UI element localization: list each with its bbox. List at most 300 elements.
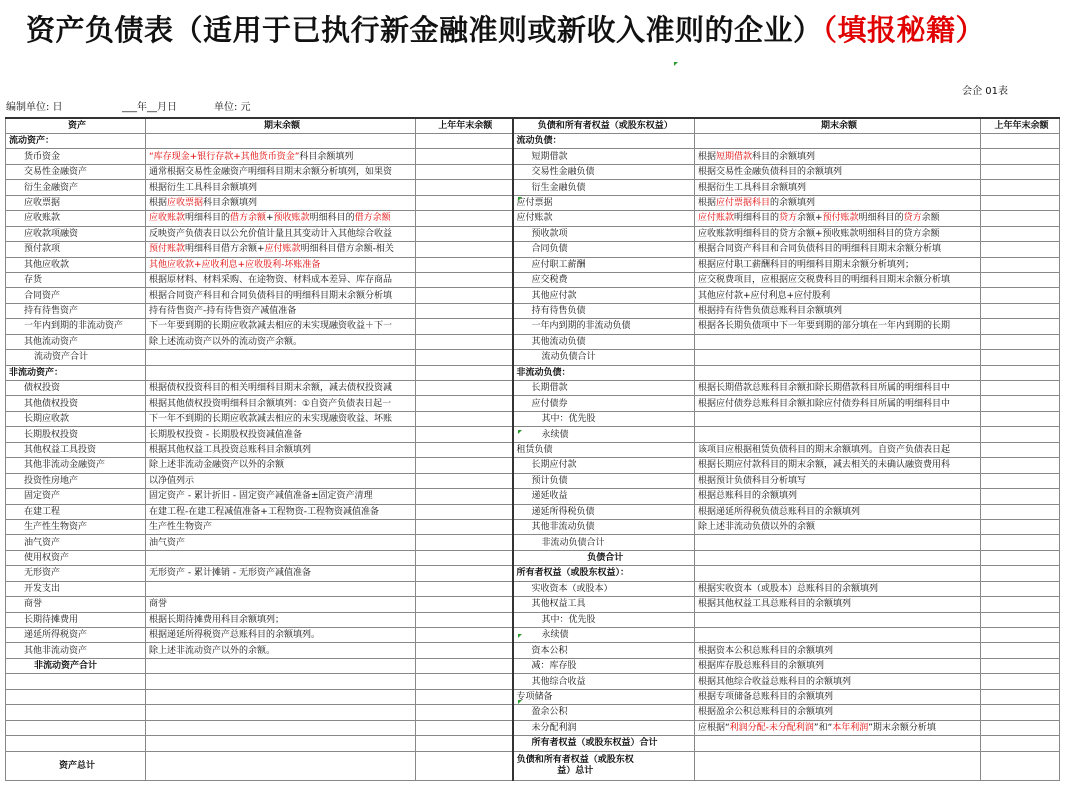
right-period-end bbox=[695, 149, 981, 164]
right-item-name: 衍生金融负债 bbox=[513, 180, 695, 195]
right-period-end bbox=[695, 134, 981, 149]
description-text: 根据长期借款总账科目余额扣除长期借款科目所属的明细科目中 bbox=[698, 383, 951, 394]
left-prior-year bbox=[416, 597, 513, 612]
right-prior-year bbox=[981, 751, 1060, 780]
comment-marker bbox=[518, 634, 522, 638]
right-period-end bbox=[695, 736, 981, 751]
header-liab: 负债和所有者权益（或股东权益） bbox=[513, 118, 695, 134]
comment-marker bbox=[518, 430, 522, 434]
table-row bbox=[6, 643, 1060, 658]
left-item-name: 一年内到期的非流动资产 bbox=[6, 319, 146, 334]
left-item-name: 预付款项 bbox=[6, 242, 146, 257]
table-row bbox=[6, 427, 1060, 442]
right-item-name: 长期应付款 bbox=[513, 458, 695, 473]
right-item-name: 其他综合收益 bbox=[513, 674, 695, 689]
left-period-end bbox=[146, 288, 416, 303]
right-item-name: 其他权益工具 bbox=[513, 597, 695, 612]
description-text: 利润分配-未分配利润 bbox=[729, 722, 814, 733]
right-period-end bbox=[695, 643, 981, 658]
right-period-end bbox=[695, 751, 981, 780]
description-text: 持有待售资产-持有待售资产减值准备 bbox=[149, 306, 297, 317]
left-item-name: 应收票据 bbox=[6, 195, 146, 210]
description-text: 应付账款 bbox=[698, 213, 735, 224]
description-text: 根据其他权益工具总账科目的余额填列 bbox=[698, 599, 852, 610]
table-row bbox=[6, 612, 1060, 627]
table-row bbox=[6, 581, 1060, 596]
left-item-name: 生产性生物资产 bbox=[6, 519, 146, 534]
left-item-name: 其他应收款 bbox=[6, 257, 146, 272]
left-period-end bbox=[146, 504, 416, 519]
table-row bbox=[6, 535, 1060, 550]
left-period-end bbox=[146, 751, 416, 780]
description-text: 除上述非流动资产以外的余额。 bbox=[149, 645, 276, 656]
left-item-name bbox=[6, 705, 146, 720]
description-text: 预付账款 bbox=[822, 213, 859, 224]
left-prior-year bbox=[416, 134, 513, 149]
left-item-name: 存货 bbox=[6, 272, 146, 287]
right-item-name: 流动负债合计 bbox=[513, 350, 695, 365]
table-row bbox=[6, 658, 1060, 673]
table-row bbox=[6, 396, 1060, 411]
left-prior-year bbox=[416, 272, 513, 287]
left-period-end bbox=[146, 550, 416, 565]
right-prior-year bbox=[981, 720, 1060, 735]
right-item-name: 一年内到期的非流动负债 bbox=[513, 319, 695, 334]
left-prior-year bbox=[416, 381, 513, 396]
left-period-end bbox=[146, 257, 416, 272]
description-text: 根据库存股总账科目的余额填列 bbox=[698, 661, 825, 672]
right-item-name: 应付账款 bbox=[513, 211, 695, 226]
left-prior-year bbox=[416, 535, 513, 550]
table-row bbox=[6, 736, 1060, 751]
description-text: 根据总账科目的余额填列 bbox=[698, 491, 798, 502]
right-item-name: 永续债 bbox=[513, 427, 695, 442]
right-period-end bbox=[695, 365, 981, 380]
right-prior-year bbox=[981, 519, 1060, 534]
left-period-end bbox=[146, 720, 416, 735]
left-prior-year bbox=[416, 751, 513, 780]
description-text: 以净值列示 bbox=[149, 475, 195, 486]
right-item-name: 租赁负债 bbox=[513, 442, 695, 457]
left-item-name: 债权投资 bbox=[6, 381, 146, 396]
left-prior-year bbox=[416, 195, 513, 210]
description-text: 根据其他债权投资明细科目余额填列：①自资产负债表日起一 bbox=[149, 398, 392, 409]
description-text: 通常根据交易性金融资产明细科目期末余额分析填列，如果资 bbox=[149, 167, 393, 178]
left-period-end bbox=[146, 195, 416, 210]
left-prior-year bbox=[416, 643, 513, 658]
right-item-name: 长期借款 bbox=[513, 381, 695, 396]
description-text: 预付账款 bbox=[149, 244, 186, 255]
left-period-end bbox=[146, 597, 416, 612]
left-item-name: 交易性金融资产 bbox=[6, 164, 146, 179]
left-period-end bbox=[146, 689, 416, 704]
description-text: 根据原材料、材料采购、在途物资、材料成本差异、库存商品 bbox=[149, 275, 393, 286]
right-period-end bbox=[695, 566, 981, 581]
table-row bbox=[6, 303, 1060, 318]
description-text: 科目的余额填列 bbox=[752, 151, 816, 162]
description-text: 应收票据 bbox=[167, 197, 204, 208]
left-period-end bbox=[146, 319, 416, 334]
description-text: 根据递延所得税资产总账科目的余额填列。 bbox=[149, 630, 321, 641]
right-period-end bbox=[695, 674, 981, 689]
left-item-name: 投资性房地产 bbox=[6, 473, 146, 488]
left-prior-year bbox=[416, 242, 513, 257]
right-period-end bbox=[695, 519, 981, 534]
left-item-name: 非流动资产合计 bbox=[6, 658, 146, 673]
left-item-name: 合同资产 bbox=[6, 288, 146, 303]
left-period-end bbox=[146, 705, 416, 720]
right-prior-year bbox=[981, 381, 1060, 396]
description-text: 反映资产负债表日以公允价值计量且其变动计入其他综合收益 bbox=[149, 228, 393, 239]
description-text: 预收账款 bbox=[273, 213, 310, 224]
description-text: 根据专项储备总账科目的余额填列 bbox=[698, 691, 834, 702]
right-period-end bbox=[695, 705, 981, 720]
description-text: 在建工程-在建工程减值准备+工程物资-工程物资减值准备 bbox=[149, 506, 380, 517]
right-period-end bbox=[695, 411, 981, 426]
left-prior-year bbox=[416, 473, 513, 488]
right-item-name: 未分配利润 bbox=[513, 720, 695, 735]
right-period-end bbox=[695, 597, 981, 612]
left-period-end bbox=[146, 226, 416, 241]
right-period-end bbox=[695, 334, 981, 349]
right-prior-year bbox=[981, 689, 1060, 704]
right-period-end bbox=[695, 396, 981, 411]
right-prior-year bbox=[981, 705, 1060, 720]
description-text: 借方余额 bbox=[230, 213, 267, 224]
left-prior-year bbox=[416, 334, 513, 349]
description-text: 明细科目的 bbox=[185, 213, 231, 224]
description-text: 根据合同资产科目和合同负债科目的明细科目期末余额分析填 bbox=[698, 244, 942, 255]
right-item-name: 应交税费 bbox=[513, 272, 695, 287]
right-period-end bbox=[695, 628, 981, 643]
left-prior-year bbox=[416, 288, 513, 303]
left-period-end bbox=[146, 628, 416, 643]
left-item-name: 其他非流动金融资产 bbox=[6, 458, 146, 473]
left-prior-year bbox=[416, 612, 513, 627]
left-prior-year bbox=[416, 658, 513, 673]
description-text: 明细科目的 bbox=[858, 213, 904, 224]
left-prior-year bbox=[416, 674, 513, 689]
right-prior-year bbox=[981, 658, 1060, 673]
left-period-end bbox=[146, 396, 416, 411]
table-row bbox=[6, 272, 1060, 287]
table-row bbox=[6, 288, 1060, 303]
right-prior-year bbox=[981, 257, 1060, 272]
left-item-name: 非流动资产： bbox=[6, 365, 146, 380]
description-text: 根据预计负债科目分析填写 bbox=[698, 475, 807, 486]
description-text: 其他应收款+应收利息+应收股利-坏账准备 bbox=[149, 259, 321, 270]
right-prior-year bbox=[981, 226, 1060, 241]
right-prior-year bbox=[981, 612, 1060, 627]
right-item-name: 递延收益 bbox=[513, 489, 695, 504]
right-item-name: 所有者权益（或股东权益）： bbox=[513, 566, 695, 581]
left-period-end bbox=[146, 365, 416, 380]
left-prior-year bbox=[416, 180, 513, 195]
left-prior-year bbox=[416, 319, 513, 334]
right-item-name: 短期借款 bbox=[513, 149, 695, 164]
left-item-name: 货币资金 bbox=[6, 149, 146, 164]
table-row bbox=[6, 134, 1060, 149]
description-text: 根据其他权益工具投资总账科目余额填列 bbox=[149, 444, 312, 455]
table-row bbox=[6, 504, 1060, 519]
description-text: 长期股权投资 - 长期股权投资减值准备 bbox=[149, 429, 302, 440]
left-item-name: 流动资产合计 bbox=[6, 350, 146, 365]
right-prior-year bbox=[981, 427, 1060, 442]
right-item-name: 流动负债： bbox=[513, 134, 695, 149]
description-text: 根据 bbox=[698, 197, 717, 208]
left-period-end bbox=[146, 566, 416, 581]
left-item-name: 持有待售资产 bbox=[6, 303, 146, 318]
table-row bbox=[6, 519, 1060, 534]
right-prior-year bbox=[981, 597, 1060, 612]
table-row bbox=[6, 180, 1060, 195]
description-text: 根据合同资产科目和合同负债科目的明细科目期末余额分析填 bbox=[149, 290, 393, 301]
header-liab-end: 期末余额 bbox=[695, 118, 981, 134]
left-prior-year bbox=[416, 736, 513, 751]
right-period-end bbox=[695, 473, 981, 488]
left-period-end bbox=[146, 180, 416, 195]
table-row bbox=[6, 257, 1060, 272]
left-period-end bbox=[146, 334, 416, 349]
table-row bbox=[6, 489, 1060, 504]
left-item-name: 其他流动资产 bbox=[6, 334, 146, 349]
table-row bbox=[6, 473, 1060, 488]
left-period-end bbox=[146, 612, 416, 627]
page-title bbox=[26, 8, 985, 49]
date-label: ___年__月日 bbox=[122, 102, 177, 113]
right-prior-year bbox=[981, 674, 1060, 689]
right-prior-year bbox=[981, 134, 1060, 149]
description-text: 根据其他综合收益总账科目的余额填列 bbox=[698, 676, 852, 687]
left-period-end bbox=[146, 643, 416, 658]
table-row bbox=[6, 149, 1060, 164]
description-text: 余额 bbox=[921, 213, 940, 224]
comment-marker bbox=[518, 700, 522, 704]
right-item-name: 专项储备 bbox=[513, 689, 695, 704]
description-text: 根据债权投资科目的相关明细科目期末余额，减去债权投资减 bbox=[149, 383, 393, 394]
balance-sheet-table bbox=[5, 117, 1060, 781]
right-item-name: 永续债 bbox=[513, 628, 695, 643]
right-prior-year bbox=[981, 149, 1060, 164]
description-text: 本年利润 bbox=[832, 722, 869, 733]
description-text: 除上述非流动负债以外的余额 bbox=[698, 522, 816, 533]
right-prior-year bbox=[981, 180, 1060, 195]
left-period-end bbox=[146, 489, 416, 504]
left-prior-year bbox=[416, 303, 513, 318]
right-period-end bbox=[695, 226, 981, 241]
right-period-end bbox=[695, 535, 981, 550]
right-item-name: 预收款项 bbox=[513, 226, 695, 241]
left-item-name: 使用权资产 bbox=[6, 550, 146, 565]
description-text: 余额+ bbox=[797, 213, 823, 224]
table-row bbox=[6, 628, 1060, 643]
description-text: 应付票据科目 bbox=[716, 197, 771, 208]
left-prior-year bbox=[416, 720, 513, 735]
right-prior-year bbox=[981, 288, 1060, 303]
left-item-name: 其他债权投资 bbox=[6, 396, 146, 411]
left-prior-year bbox=[416, 427, 513, 442]
right-item-name: 其他应付款 bbox=[513, 288, 695, 303]
right-period-end bbox=[695, 288, 981, 303]
left-period-end bbox=[146, 519, 416, 534]
right-item-name: 资本公积 bbox=[513, 643, 695, 658]
table-row bbox=[6, 365, 1060, 380]
left-item-name bbox=[6, 720, 146, 735]
left-prior-year bbox=[416, 581, 513, 596]
right-item-name: 合同负债 bbox=[513, 242, 695, 257]
right-prior-year bbox=[981, 504, 1060, 519]
right-period-end bbox=[695, 504, 981, 519]
description-text: 根据长期应付款科目的期末余额，减去相关的未确认融资费用科 bbox=[698, 460, 951, 471]
description-text: 根据资本公积总账科目的余额填列 bbox=[698, 645, 834, 656]
description-text: 贷方 bbox=[779, 213, 798, 224]
right-prior-year bbox=[981, 303, 1060, 318]
description-text: 明细科目的 bbox=[734, 213, 780, 224]
left-item-name bbox=[6, 674, 146, 689]
left-prior-year bbox=[416, 504, 513, 519]
description-text: 应根据“ bbox=[698, 722, 730, 733]
right-item-name: 负债合计 bbox=[513, 550, 695, 565]
left-item-name: 长期股权投资 bbox=[6, 427, 146, 442]
table-row bbox=[6, 226, 1060, 241]
description-text: 的余额填列 bbox=[770, 197, 816, 208]
header-asset: 资产 bbox=[6, 118, 146, 134]
description-text: 根据实收资本（或股本）总账科目的余额填列 bbox=[698, 583, 879, 594]
left-period-end bbox=[146, 134, 416, 149]
right-item-name: 递延所得税负债 bbox=[513, 504, 695, 519]
right-period-end bbox=[695, 242, 981, 257]
right-prior-year bbox=[981, 396, 1060, 411]
right-prior-year bbox=[981, 164, 1060, 179]
right-period-end bbox=[695, 303, 981, 318]
table-row bbox=[6, 411, 1060, 426]
left-prior-year bbox=[416, 519, 513, 534]
description-text: 借方余额 bbox=[354, 213, 391, 224]
right-prior-year bbox=[981, 628, 1060, 643]
header-asset-end: 期末余额 bbox=[146, 118, 416, 134]
form-number: 会企 01表 bbox=[962, 86, 1008, 97]
right-period-end bbox=[695, 381, 981, 396]
table-row bbox=[6, 705, 1060, 720]
left-item-name: 开发支出 bbox=[6, 581, 146, 596]
left-item-name: 固定资产 bbox=[6, 489, 146, 504]
left-period-end bbox=[146, 674, 416, 689]
description-text: 应收账款 bbox=[149, 213, 186, 224]
title-highlight: （填报秘籍） bbox=[822, 13, 986, 47]
left-item-name: 长期待摊费用 bbox=[6, 612, 146, 627]
description-text: 根据 bbox=[149, 197, 168, 208]
left-prior-year bbox=[416, 211, 513, 226]
header-asset-begin: 上年年末余额 bbox=[416, 118, 513, 134]
description-text: 该项目应根据租赁负债科目的期末余额填列。自资产负债表日起 bbox=[698, 444, 951, 455]
left-period-end bbox=[146, 242, 416, 257]
right-period-end bbox=[695, 489, 981, 504]
left-item-name bbox=[6, 736, 146, 751]
description-text: 应交税费项目，应根据应交税费科目的明细科目期末余额分析填 bbox=[698, 275, 951, 286]
table-row bbox=[6, 751, 1060, 780]
left-prior-year bbox=[416, 164, 513, 179]
left-prior-year bbox=[416, 689, 513, 704]
left-period-end bbox=[146, 427, 416, 442]
left-period-end bbox=[146, 535, 416, 550]
description-text: 无形资产 - 累计摊销 - 无形资产减值准备 bbox=[149, 568, 311, 579]
description-text: 根据衍生工具科目余额填列 bbox=[698, 182, 807, 193]
right-period-end bbox=[695, 211, 981, 226]
right-period-end bbox=[695, 458, 981, 473]
table-row bbox=[6, 381, 1060, 396]
report-meta bbox=[6, 98, 251, 113]
right-item-name: 应付债券 bbox=[513, 396, 695, 411]
table-row bbox=[6, 350, 1060, 365]
right-prior-year bbox=[981, 489, 1060, 504]
right-item-name: 预计负债 bbox=[513, 473, 695, 488]
left-period-end bbox=[146, 149, 416, 164]
left-prior-year bbox=[416, 411, 513, 426]
left-item-name: 油气资产 bbox=[6, 535, 146, 550]
right-item-name: 所有者权益（或股东权益）合计 bbox=[513, 736, 695, 751]
left-item-name: 资产总计 bbox=[6, 751, 146, 780]
left-item-name: 其他非流动资产 bbox=[6, 643, 146, 658]
description-text: “库存现金+银行存款+其他货币资金” bbox=[149, 151, 300, 162]
right-item-name: 交易性金融负债 bbox=[513, 164, 695, 179]
left-item-name: 长期应收款 bbox=[6, 411, 146, 426]
right-item-name: 其中：优先股 bbox=[513, 612, 695, 627]
right-prior-year bbox=[981, 319, 1060, 334]
description-text: 根据持有待售负债总账科目余额填列 bbox=[698, 306, 843, 317]
table-row bbox=[6, 334, 1060, 349]
left-period-end bbox=[146, 581, 416, 596]
table-row bbox=[6, 195, 1060, 210]
table-row bbox=[6, 242, 1060, 257]
right-period-end bbox=[695, 195, 981, 210]
left-period-end bbox=[146, 411, 416, 426]
table-row bbox=[6, 674, 1060, 689]
right-prior-year bbox=[981, 365, 1060, 380]
description-text: 除上述流动资产以外的流动资产余额。 bbox=[149, 336, 303, 347]
header-liab-begin: 上年年末余额 bbox=[981, 118, 1060, 134]
left-item-name: 商誉 bbox=[6, 597, 146, 612]
description-text: 科目余额填列 bbox=[203, 197, 258, 208]
left-prior-year bbox=[416, 365, 513, 380]
right-prior-year bbox=[981, 334, 1060, 349]
description-text: 固定资产 - 累计折旧 - 固定资产减值准备±固定资产清理 bbox=[149, 491, 373, 502]
table-row bbox=[6, 550, 1060, 565]
left-prior-year bbox=[416, 442, 513, 457]
right-item-name: 持有待售负债 bbox=[513, 303, 695, 318]
description-text: 根据应付债券总账科目余额扣除应付债券科目所属的明细科目中 bbox=[698, 398, 951, 409]
description-text: ”期末余额分析填 bbox=[868, 722, 936, 733]
left-period-end bbox=[146, 736, 416, 751]
right-prior-year bbox=[981, 242, 1060, 257]
description-text: 短期借款 bbox=[716, 151, 753, 162]
right-item-name: 非流动负债： bbox=[513, 365, 695, 380]
right-period-end bbox=[695, 350, 981, 365]
right-period-end bbox=[695, 257, 981, 272]
right-period-end bbox=[695, 658, 981, 673]
left-period-end bbox=[146, 164, 416, 179]
left-prior-year bbox=[416, 628, 513, 643]
left-period-end bbox=[146, 658, 416, 673]
right-item-name: 实收资本（或股本） bbox=[513, 581, 695, 596]
right-prior-year bbox=[981, 211, 1060, 226]
description-text: 根据各长期负债项中下一年要到期的部分填在一年内到期的长期 bbox=[698, 321, 951, 332]
description-text: 根据衍生工具科目余额填列 bbox=[149, 182, 258, 193]
header-row bbox=[6, 118, 1060, 134]
left-item-name: 衍生金融资产 bbox=[6, 180, 146, 195]
table-row bbox=[6, 442, 1060, 457]
right-item-name: 其他非流动负债 bbox=[513, 519, 695, 534]
right-period-end bbox=[695, 180, 981, 195]
